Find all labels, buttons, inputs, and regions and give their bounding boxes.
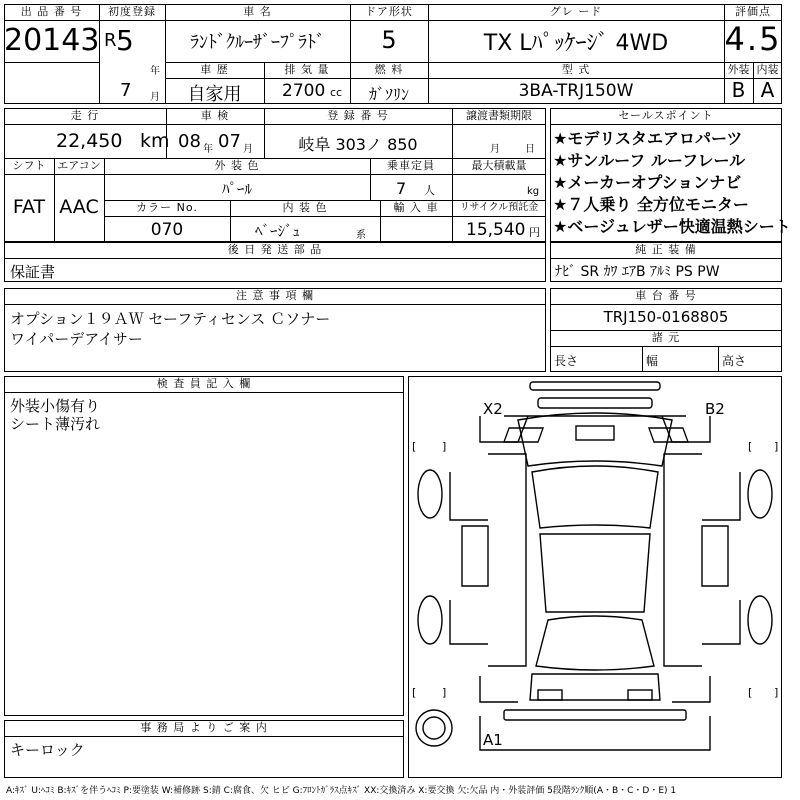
later-parts-value: 保証書	[10, 263, 56, 281]
plate-header: 登 録 番 号	[327, 109, 389, 122]
reg-month: 7	[120, 80, 132, 101]
damage-a1: A1	[483, 731, 503, 749]
lot-number: 20143	[4, 23, 100, 58]
sales-point-item: ★７人乗り 全方位モニター	[553, 195, 749, 214]
aircon-header: エアコン	[57, 159, 101, 172]
int-grade: A	[760, 78, 775, 102]
height-label: 高さ	[722, 354, 747, 368]
mileage-header: 走 行	[70, 109, 100, 122]
max-load-header: 最大積載量	[471, 159, 527, 172]
notes-line: オプション１９ＡＷ セーフティセンス Ｃソナー	[10, 310, 331, 328]
int-grade-header: 内装	[756, 63, 779, 76]
svg-text:[: [	[748, 686, 753, 699]
color-no-header: カラー No.	[136, 201, 198, 214]
legend: A:ｷｽﾞ U:ﾍｺﾐ B:ｷｽﾞを伴うﾍｺﾐ P:要塗装 W:補修跡 S:錆 C:腐食、欠 ヒビ G:ﾌﾛﾝﾄｶﾞﾗｽ点ｷｽﾞ XX:交換済み X:要交換 欠:欠品 内・外装評価 5段階ﾗﾝｸ順(A・B・C・D・E) 1	[6, 786, 677, 796]
sales-point-item: ★メーカーオプションナビ	[553, 173, 742, 192]
history-header: 車 歴	[200, 63, 229, 76]
dimensions-header: 諸 元	[651, 331, 681, 344]
reg-year: 5	[116, 24, 134, 57]
transfer-month-unit: 月	[490, 144, 500, 155]
door-count: 5	[381, 26, 397, 54]
grade-header: グレ ード	[549, 5, 603, 18]
damage-x2: X2	[483, 400, 503, 418]
inspector-header: 検 査 員 記 入 欄	[156, 377, 252, 390]
inspector-line: シート薄汚れ	[10, 415, 101, 433]
sales-point-item: ★サンルーフ ルーフレール	[553, 151, 746, 170]
width-label: 幅	[646, 354, 659, 368]
grade-value: TX Lﾊﾟｯｹｰｼﾞ 4WD	[483, 31, 669, 56]
sales-points-header: セールスポイント	[618, 109, 714, 122]
notes-line: ワイパーデアイサー	[10, 330, 143, 348]
mileage-value: 22,450	[56, 130, 123, 152]
insp-month-unit: 月	[243, 144, 253, 155]
svg-text:]: ]	[442, 440, 447, 453]
recycle-header: リサイクル預託金	[459, 202, 539, 213]
transfer-day-unit: 日	[525, 144, 535, 155]
yen-unit: 円	[529, 226, 540, 239]
km-unit: km	[140, 130, 170, 152]
ext-color-header: 外 装 色	[214, 159, 260, 172]
doors-header: ドア形状	[365, 5, 413, 18]
inspection-header: 車 検	[200, 109, 230, 122]
inspector-line: 外装小傷有り	[10, 397, 101, 415]
first-reg-header: 初度登録	[108, 5, 156, 18]
transfer-header: 譲渡書類期限	[466, 109, 532, 122]
int-color-value: ﾍﾞｰｼﾞｭ	[255, 222, 301, 240]
notes-header: 注 意 事 項 欄	[236, 289, 314, 302]
genuine-value: ﾅﾋﾞ SR ｶﾜ ｴｱB ｱﾙﾐ PS PW	[555, 264, 720, 280]
model-value: 3BA-TRJ150W	[518, 81, 634, 101]
insp-month: 07	[218, 131, 241, 152]
model-header: 型 式	[561, 63, 591, 76]
damage-b2: B2	[705, 400, 725, 418]
sales-point-item: ★ベージュレザー快適温熱シート	[553, 217, 791, 236]
person-unit: 人	[424, 184, 435, 197]
ext-color-value: ﾊﾟｰﾙ	[221, 180, 252, 198]
office-header: 事 務 局 よ り ご 案 内	[140, 721, 268, 734]
shift-value: FAT	[12, 196, 46, 218]
aircon-value: AAC	[59, 196, 99, 218]
displacement-header: 排 気 量	[284, 63, 330, 76]
svg-text:[: [	[412, 686, 417, 699]
car-name: ﾗﾝﾄﾞｸﾙｰｻﾞｰﾌﾟﾗﾄﾞ	[190, 32, 325, 53]
ext-grade-header: 外装	[727, 63, 750, 76]
svg-text:[: [	[412, 440, 417, 453]
chassis-value: TRJ150-0168805	[603, 308, 729, 326]
later-parts-header: 後 日 発 送 部 品	[227, 243, 323, 256]
office-value: キーロック	[10, 741, 85, 759]
score-value: 4.5	[724, 20, 782, 58]
lot-number-header: 出 品 番 号	[20, 5, 83, 18]
fuel-value: ｶﾞｿﾘﾝ	[368, 85, 409, 104]
ext-grade: B	[731, 78, 746, 102]
svg-text:]: ]	[442, 686, 447, 699]
length-label: 長さ	[554, 354, 579, 368]
svg-text:]: ]	[774, 686, 779, 699]
int-color-header: 内 装 色	[282, 201, 328, 214]
kei-unit: 系	[356, 230, 366, 241]
reg-month-unit: 月	[150, 92, 160, 103]
svg-text:]: ]	[774, 440, 779, 453]
import-header: 輸 入 車	[393, 201, 439, 214]
genuine-header: 純 正 装 備	[635, 243, 697, 256]
chassis-header: 車 台 番 号	[635, 289, 697, 302]
history-value: 自家用	[187, 84, 242, 105]
recycle-value: 15,540	[466, 220, 526, 240]
svg-text:[: [	[748, 440, 753, 453]
insp-year-unit: 年	[203, 144, 213, 155]
insp-year: 08	[178, 131, 201, 152]
car-name-header: 車 名	[243, 5, 272, 18]
capacity-header: 乗車定員	[387, 159, 435, 172]
cc-unit: cc	[330, 86, 343, 99]
displacement-value: 2700	[282, 81, 326, 101]
capacity-value: 7	[396, 179, 407, 198]
plate-value: 岐阜 303ノ 850	[298, 135, 418, 154]
fuel-header: 燃 料	[374, 63, 404, 76]
car-diagram	[408, 376, 782, 778]
reg-year-unit: 年	[150, 66, 160, 77]
shift-header: シフト	[12, 159, 46, 172]
score-header: 評価点	[735, 5, 771, 18]
kg-unit: kg	[527, 186, 540, 197]
reg-era: R	[104, 30, 117, 51]
sales-point-item: ★モデリスタエアロパーツ	[553, 129, 743, 148]
color-no-value: 070	[150, 220, 184, 240]
